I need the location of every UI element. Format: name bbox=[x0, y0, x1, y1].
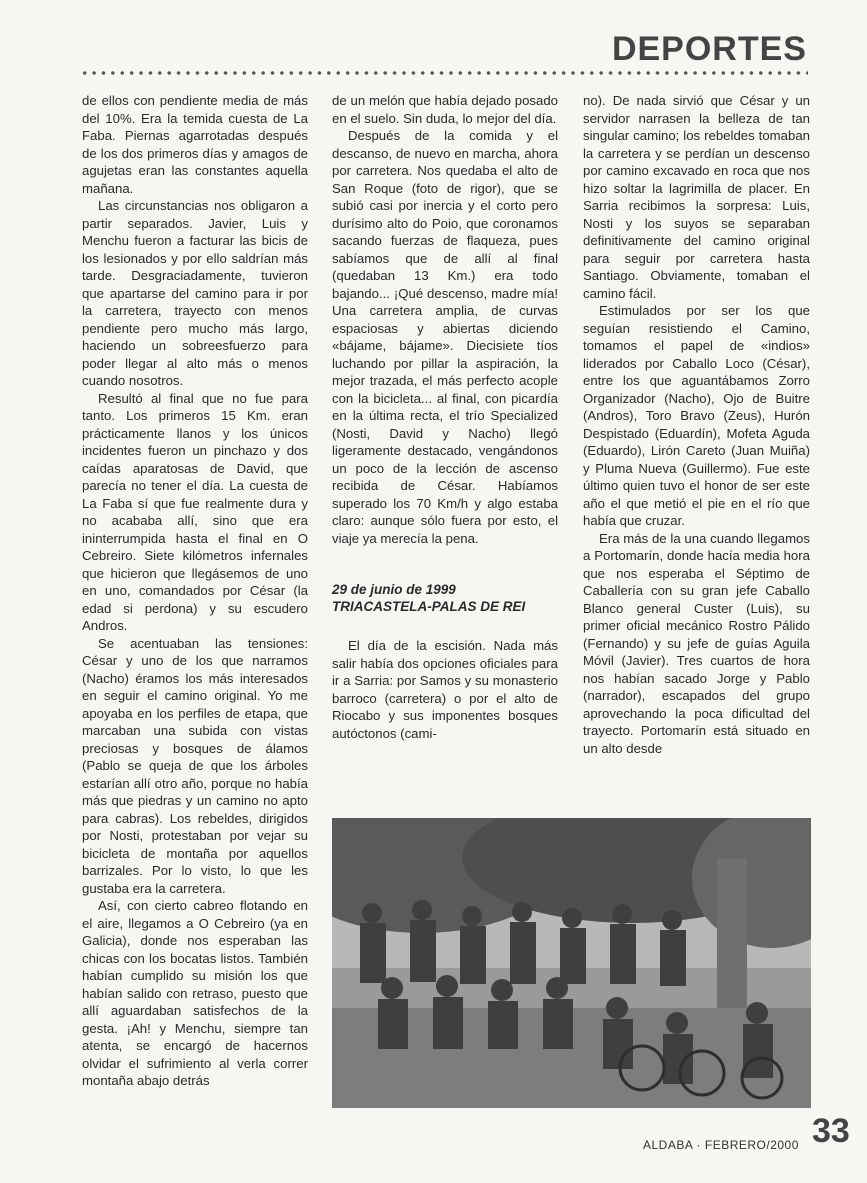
text-column-3 bbox=[583, 92, 810, 757]
paragraph: Las circunstancias nos obligaron a partir separados. Javier, Luis y Menchu fueron a facturar las bicis de los lesionados y por ello saldrían más tarde. Desgraciadamente, tuvieron que apartarse del camino para ir por la carretera, trayecto con menos pendiente pero mucho más largo, haciendo un sobreesfuerzo para poder llegar al alto más o menos cuando nosotros. bbox=[82, 198, 308, 388]
paragraph: Resultó al final que no fue para tanto. Los primeros 15 Km. eran prácticamente llanos y los únicos incidentes fueron un pinchazo y dos caídas aparatosas de David, que parecía no tener el día. La cuesta de La Faba sí que fue realmente dura y no acababa allí, sino que era ininterrumpida hasta el final en O Cebreiro. Siete kilómetros infernales que hicieron que llegásemos de uno en uno, comandados por César (la edad si perdona) y su escudero Andros. bbox=[82, 390, 308, 633]
section-title: DEPORTES bbox=[611, 30, 807, 68]
paragraph: Se acentuaban las tensiones: César y uno de los que narramos (Nacho) éramos los más interesados en seguir el camino original. Yo me apoyaba en los perfiles de etapa, que marcaban una subida con vistas preciosas y bosques de álamos (Pablo se queja de que los árboles estarían allí otro año, porque no había más que piedras y un camino no apto para cabras). Los rebeldes, dirigidos por Nosti, protestaban por vejar su bicicleta de montaña por aquellos barrizales. Por lo visto, lo que les gustaba era la carretera. bbox=[82, 635, 308, 896]
page-number: 33 bbox=[812, 1112, 850, 1150]
publication-footer: ALDABA · FEBRERO/2000 bbox=[643, 1138, 799, 1152]
paragraph: de ellos con pendiente media de más del 10%. Era la temida cuesta de La Faba. Piernas agarrotadas después de los dos primeros días y amagos de agujetas eran las constantes aquella mañana. bbox=[82, 93, 308, 196]
paragraph: Así, con cierto cabreo flotando en el aire, llegamos a O Cebreiro (ya en Galicia), donde nos esperaban las chicas con los bocatas listos. También habían cumplido su misión los que habían salido con retraso, puesto que allí aguardaban satisfechos de la gesta. ¡Ah! y Menchu, siempre tan atenta, se encargó de hacernos olvidar el sufrimiento al verla correr montaña abajo detrás bbox=[82, 898, 308, 1088]
heading-date: 29 de junio de 1999 bbox=[332, 582, 456, 597]
paragraph: Estimulados por ser los que seguían resistiendo el Camino, tomamos el papel de «indios» liderados por Caballo Loco (César), entre los que aguantábamos Zorro Organizador (Nacho), Ojo de Buitre (Andros), Toro Bravo (Zeus), Hurón Despistado (Eduardín), Mofeta Aguda (Eduardo), Lirón Careto (Juan Muiña) y Pluma Nueva (Guillermo). Fue este último quien tuvo el honor de ser este año el que metió el pie en el río que había que cruzar. bbox=[583, 303, 810, 528]
text-column-1 bbox=[82, 92, 308, 1090]
paragraph: Después de la comida y el descanso, de nuevo en marcha, ahora por carretera. Nos quedaba el alto de San Roque (foto de rigor), que se subió casi por inercia y el corto pero durísimo alto do Poio, que coronamos sacando fuerzas de flaqueza, pues sabíamos que de allí al final (quedaban 13 Km.) era todo bajando... ¡Qué descenso, madre mía! Una carretera amplia, de curvas espaciosas y abiertas diciendo «bájame, bájame». Diecisiete tíos luchando por pillar la aspiración, la mejor trazada, el más perfecto acople con la bicicleta... al final, con picardía en la última recta, el trío Specialized (Nosti, David y Nacho) llegó ligeramente destacado, vengándonos un poco de la lección de ascenso recibida de César. Habíamos superado los 70 Km/h y algo estaba claro: aunque sólo fuera por esto, el viaje ya merecía la pena. bbox=[332, 128, 558, 546]
heading-route: TRIACASTELA-PALAS DE REI bbox=[332, 599, 526, 614]
paragraph: de un melón que había dejado posado en el suelo. Sin duda, lo mejor del día. bbox=[332, 93, 558, 126]
paragraph: no). De nada sirvió que César y un servidor narrasen la belleza de tan singular camino; los rebeldes tomaban la carretera y se perdían un descenso por camino excavado en roca que nos hizo soltar la lagrimilla de placer. En Sarria recibimos la sorpresa: Luis, Nosti y los suyos se separaban definitivamente del camino original para seguir por carretera hasta Santiago. Obviamente, tomaban el camino fácil. bbox=[583, 93, 810, 301]
section-heading bbox=[332, 581, 558, 615]
group-photo-image bbox=[332, 818, 811, 1108]
paragraph: El día de la escisión. Nada más salir había dos opciones oficiales para ir a Sarria: por Samos y su monasterio barroco (carretera) o por el alto de Riocabo y sus imponentes bosques autóctonos (cami- bbox=[332, 638, 558, 741]
text-column-2 bbox=[332, 92, 558, 742]
group-photo bbox=[332, 818, 811, 1108]
paragraph: Era más de la una cuando llegamos a Portomarín, donde hacía media hora que nos esperaba el Séptimo de Caballería con su gran jefe Caballo Blanco general Custer (Luis), su primer oficial mecánico Rostro Pálido (Fernando) y su jefe de guías Aguila Móvil (Javier). Tres cuartos de hora nos habían sacado Jorge y Pablo (narrador), escapados del grupo aprovechando la poca dificultad del trayecto. Portomarín está situado en un alto desde bbox=[583, 530, 810, 756]
dotted-divider bbox=[80, 70, 808, 76]
